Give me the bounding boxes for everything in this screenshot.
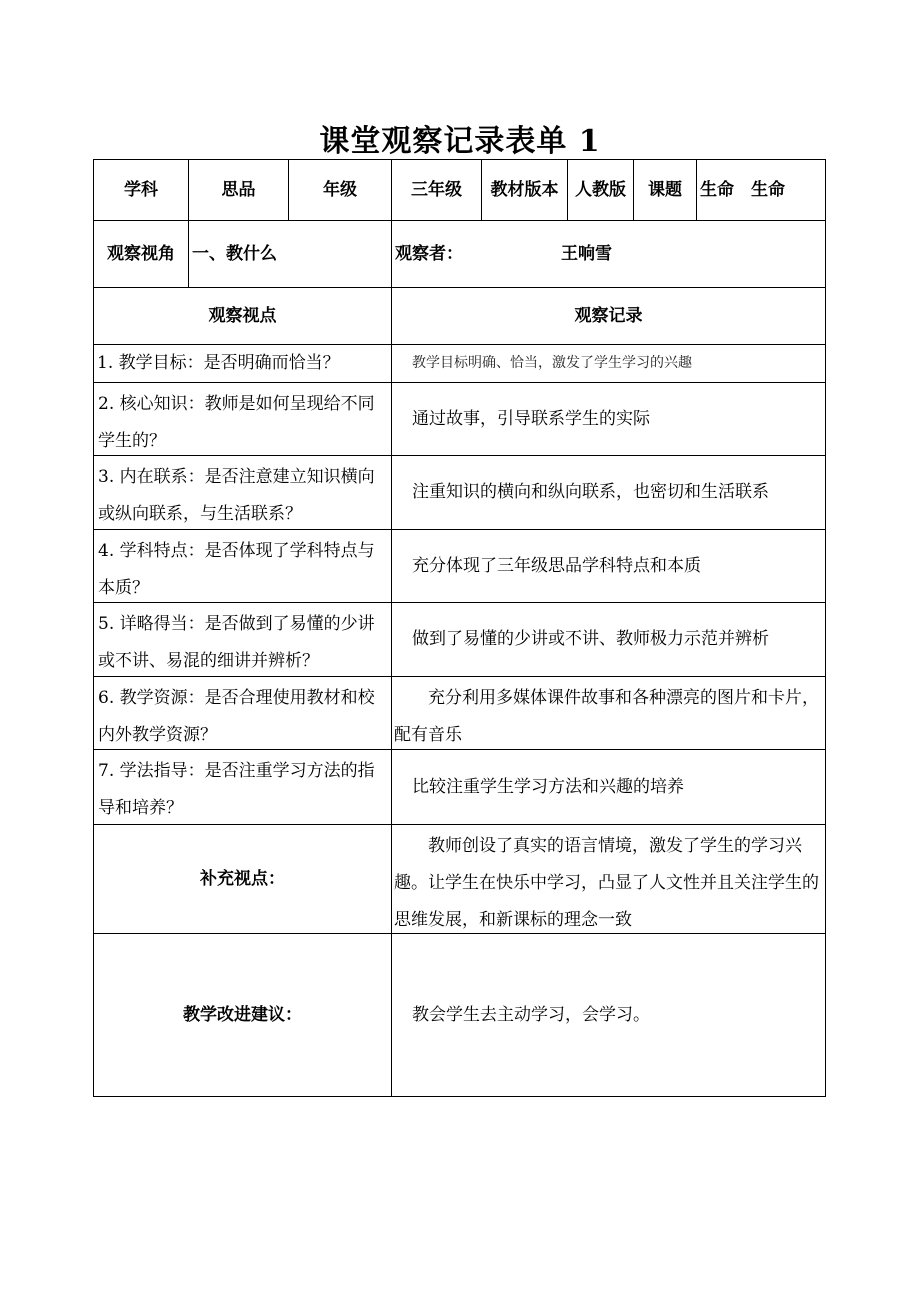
grade-value: 三年级 [392, 160, 482, 221]
supplement-label: 补充视点： [94, 825, 392, 934]
observation-record: 比较注重学生学习方法和兴趣的培养 [392, 750, 825, 825]
edition-label: 教材版本 [482, 160, 568, 221]
subject-value: 思品 [189, 160, 289, 221]
perspective-label: 观察视角 [94, 221, 189, 288]
observation-record: 充分利用多媒体课件故事和各种漂亮的图片和卡片，配有音乐 [392, 677, 825, 750]
viewpoint-column-header: 观察视点 [94, 288, 392, 345]
topic-label: 课题 [634, 160, 697, 221]
perspective-value: 一、教什么 [189, 221, 392, 288]
viewpoint-question: 4. 学科特点：是否体现了学科特点与本质？ [94, 530, 392, 603]
record-column-header: 观察记录 [392, 288, 825, 345]
supplement-text: 教师创设了真实的语言情境，激发了学生的学习兴趣。让学生在快乐中学习，凸显了人文性并且关注学生的思维发展，和新课标的理念一致 [392, 825, 825, 934]
grade-label: 年级 [289, 160, 392, 221]
observation-record: 教学目标明确、恰当，激发了学生学习的兴趣 [392, 345, 825, 383]
observation-record: 注重知识的横向和纵向联系，也密切和生活联系 [392, 456, 825, 530]
observation-record: 通过故事，引导联系学生的实际 [392, 383, 825, 456]
suggestion-label: 教学改进建议： [94, 934, 392, 1096]
viewpoint-question: 6. 教学资源：是否合理使用教材和校内外教学资源？ [94, 677, 392, 750]
edition-value: 人教版 [568, 160, 634, 221]
observer-name: 王响雪 [561, 243, 612, 264]
suggestion-text: 教会学生去主动学习，会学习。 [412, 1004, 650, 1025]
observer-label: 观察者： [395, 243, 463, 264]
observation-record: 做到了易懂的少讲或不讲、教师极力示范并辨析 [392, 603, 825, 677]
viewpoint-question: 1. 教学目标：是否明确而恰当？ [94, 345, 392, 383]
viewpoint-question: 5. 详略得当：是否做到了易懂的少讲或不讲、易混的细讲并辨析？ [94, 603, 392, 677]
viewpoint-question: 3. 内在联系：是否注意建立知识横向或纵向联系，与生活联系？ [94, 456, 392, 530]
topic-value: 生命 生命 [697, 160, 825, 221]
observation-record: 充分体现了三年级思品学科特点和本质 [392, 530, 825, 603]
subject-label: 学科 [94, 160, 189, 221]
observer-cell [392, 221, 825, 288]
observation-form-table [93, 159, 826, 1097]
viewpoint-question: 2. 核心知识：教师是如何呈现给不同学生的？ [94, 383, 392, 456]
page-title: 课堂观察记录表单 1 [319, 124, 601, 159]
viewpoint-question: 7. 学法指导：是否注重学习方法的指导和培养？ [94, 750, 392, 825]
